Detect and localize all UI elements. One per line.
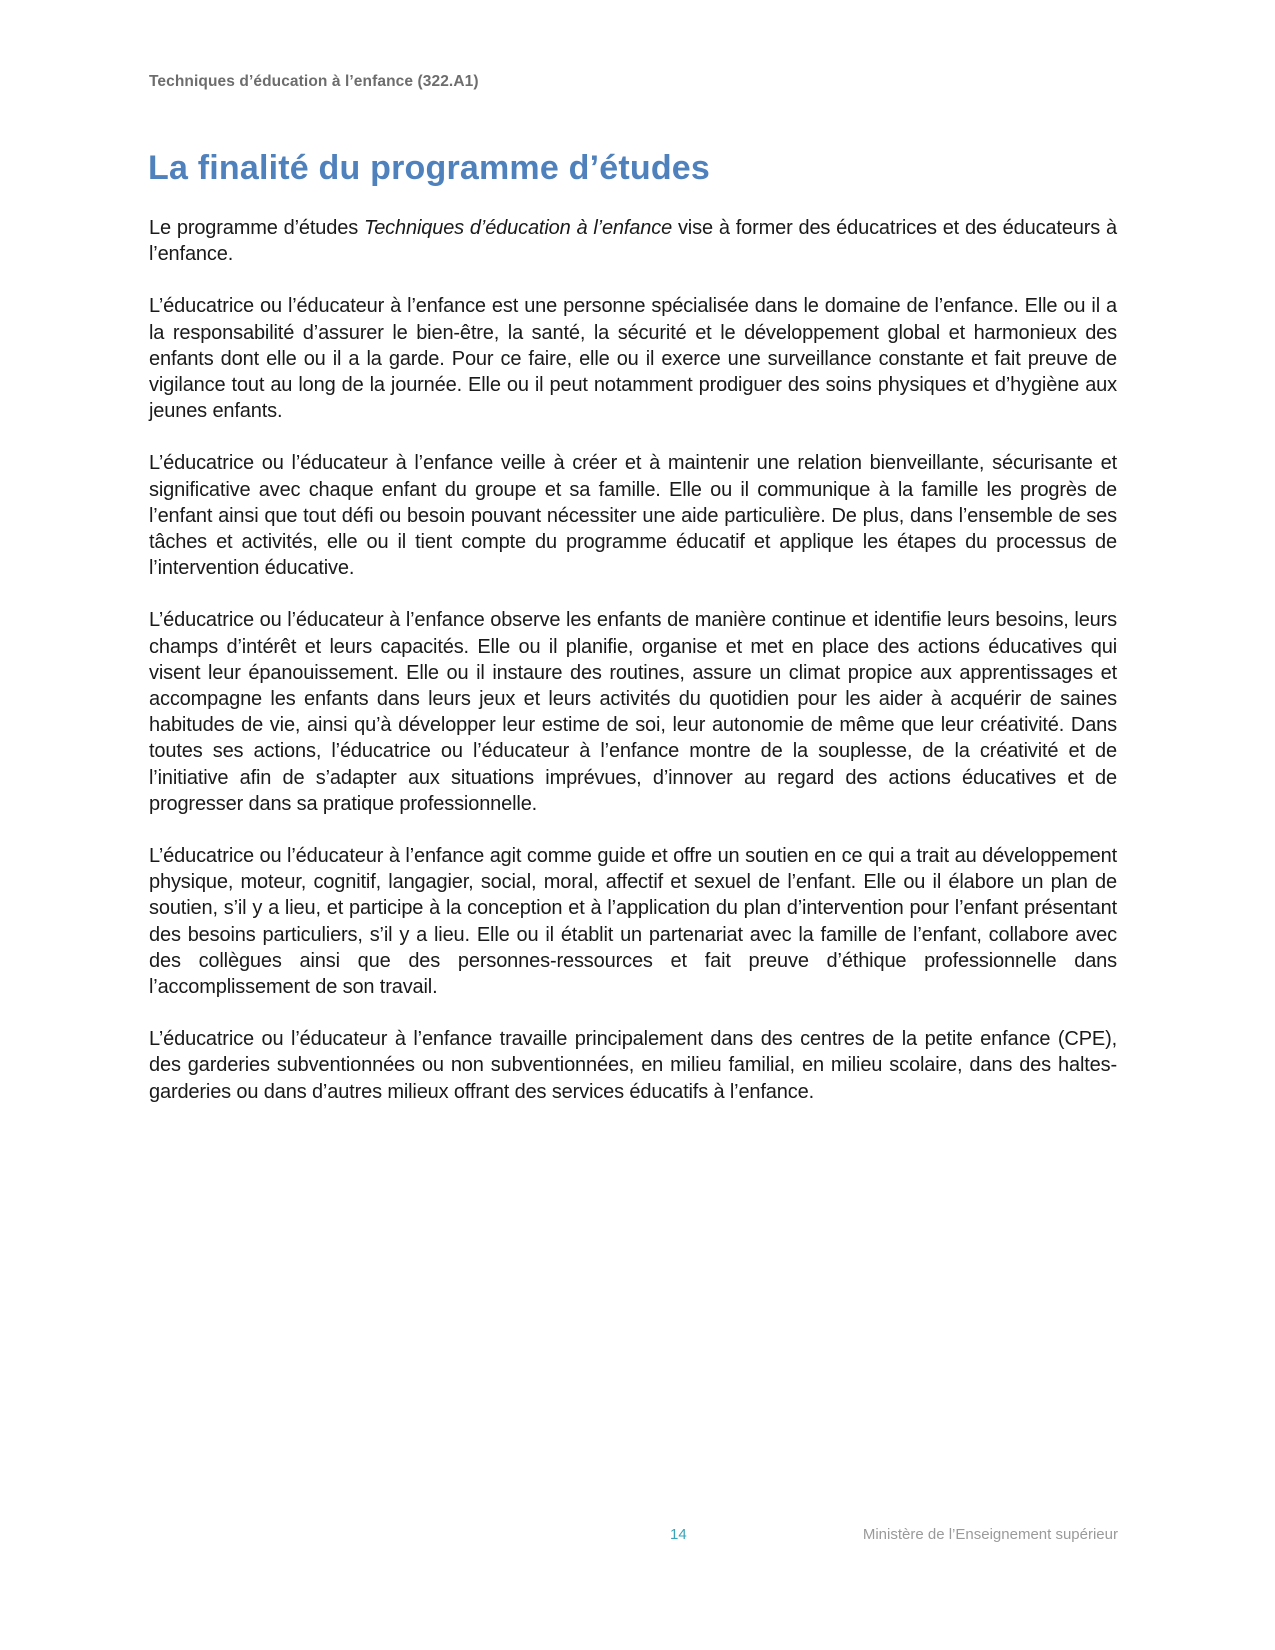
paragraph-workplaces: L’éducatrice ou l’éducateur à l’enfance travaille principalement dans des centres de la petite enfance (CPE), des garderies subventionnées ou non subventionnées, en milieu familial, en milieu scolaire, dans des haltes-garderies ou dans d’autres milieux offrant des services éducatifs à l’enfance. xyxy=(149,1028,1117,1103)
paragraph-intro-lead: Le programme d’études xyxy=(149,217,364,239)
body-text xyxy=(149,215,1117,1131)
footer-page-number: 14 xyxy=(670,1526,687,1543)
paragraph-intro-tail: vise à former des éducatrices et des éducateurs à l’enfance. xyxy=(149,217,1117,266)
paragraph-support: L’éducatrice ou l’éducateur à l’enfance agit comme guide et offre un soutien en ce qui a trait au développement physique, moteur, cognitif, langagier, social, moral, affectif et sexuel de l’enfant. Elle ou il élabore un plan de soutien, s’il y a lieu, et participe à la conception et à l’application du plan d’intervention pour l’enfant présentant des besoins particuliers, s’il y a lieu. Elle ou il établit un partenariat avec la famille de l’enfant, collabore avec des collègues ainsi que des personnes-ressources et fait preuve d’éthique professionnelle dans l’accomplissement de son travail. xyxy=(149,845,1117,999)
page-title: La finalité du programme d’études xyxy=(148,149,711,187)
paragraph-observation: L’éducatrice ou l’éducateur à l’enfance observe les enfants de manière continue et identifie leurs besoins, leurs champs d’intérêt et leurs capacités. Elle ou il planifie, organise et met en place des actions éducatives qui visent leur épanouissement. Elle ou il instaure des routines, assure un climat propice aux apprentissages et accompagne les enfants dans leurs jeux et leurs activités du quotidien pour les aider à acquérir de saines habitudes de vie, ainsi qu’à développer leur estime de soi, leur autonomie de même que leur créativité. Dans toutes ses actions, l’éducatrice ou l’éducateur à l’enfance montre de la souplesse, de la créativité et de l’initiative afin de s’adapter aux situations imprévues, d’innover au regard des actions éducatives et de progresser dans sa pratique professionnelle. xyxy=(149,609,1117,815)
running-header: Techniques d’éducation à l’enfance (322.A1) xyxy=(149,73,479,90)
paragraph-role: L’éducatrice ou l’éducateur à l’enfance est une personne spécialisée dans le domaine de l’enfance. Elle ou il a la responsabilité d’assurer le bien-être, la santé, la sécurité et le développement global et harmonieux des enfants dont elle ou il a la garde. Pour ce faire, elle ou il exerce une surveillance constante et fait preuve de vigilance tout au long de la journée. Elle ou il peut notamment prodiguer des soins physiques et d’hygiène aux jeunes enfants. xyxy=(149,295,1117,423)
program-name-emphasis: Techniques d’éducation à l’enfance xyxy=(363,217,673,239)
paragraph-intro xyxy=(149,215,1117,267)
footer-organization: Ministère de l’Enseignement supérieur xyxy=(862,1526,1118,1543)
paragraph-relationship: L’éducatrice ou l’éducateur à l’enfance veille à créer et à maintenir une relation bienveillante, sécurisante et significative avec chaque enfant du groupe et sa famille. Elle ou il communique à la famille les progrès de l’enfant ainsi que tout défi ou besoin pouvant nécessiter une aide particulière. De plus, dans l’ensemble de ses tâches et activités, elle ou il tient compte du programme éducatif et applique les étapes du processus de l’intervention éducative. xyxy=(149,452,1117,580)
